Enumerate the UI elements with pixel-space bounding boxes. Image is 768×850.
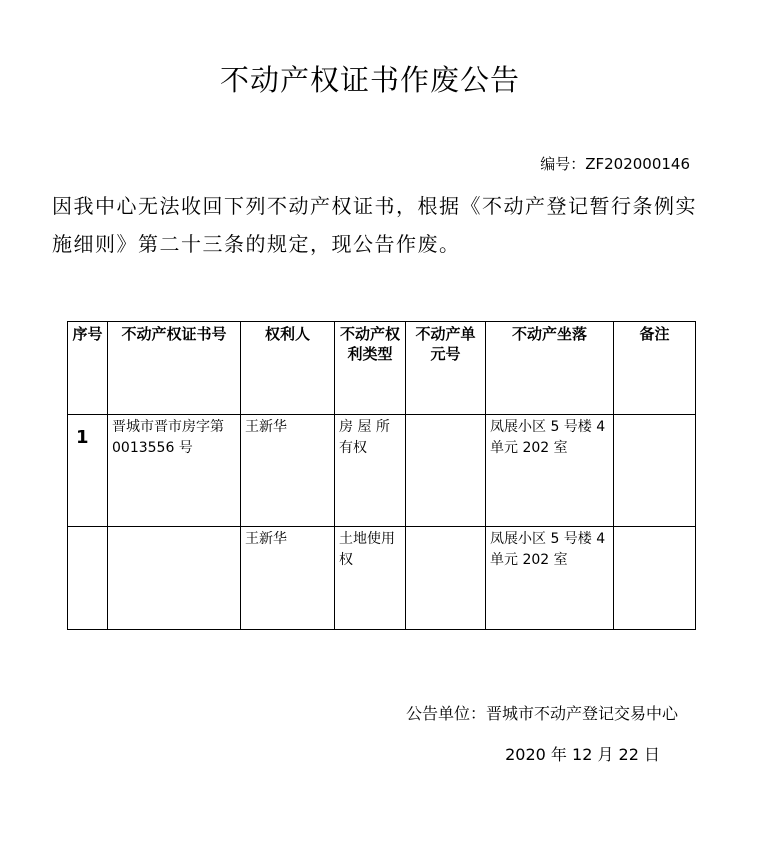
cell-location: 凤展小区 5 号楼 4 单元 202 室 (486, 527, 614, 630)
cell-owner: 王新华 (241, 415, 335, 527)
table-row (68, 415, 696, 527)
header-seq: 序号 (68, 322, 108, 415)
issuer-line: 公告单位：晋城市不动产登记交易中心 (405, 704, 678, 723)
cell-cert-no (108, 527, 241, 630)
header-cert-no: 不动产权证书号 (108, 322, 241, 415)
cell-location: 凤展小区 5 号楼 4 单元 202 室 (486, 415, 614, 527)
cell-unit-no (406, 527, 486, 630)
header-owner: 权利人 (241, 322, 335, 415)
cell-seq (68, 527, 108, 630)
cell-seq: 1 (68, 415, 108, 527)
cell-remark (614, 415, 696, 527)
header-right-type: 不动产权利类型 (335, 322, 406, 415)
table-row (68, 527, 696, 630)
notice-table (67, 321, 696, 630)
header-location: 不动产坐落 (486, 322, 614, 415)
cell-right-type: 房 屋 所有权 (335, 415, 406, 527)
header-unit-no: 不动产单元号 (406, 322, 486, 415)
document-title: 不动产权证书作废公告 (219, 63, 520, 97)
cell-cert-no: 晋城市晋市房字第 0013556 号 (108, 415, 241, 527)
cell-owner: 王新华 (241, 527, 335, 630)
cell-right-type: 土地使用权 (335, 527, 406, 630)
cell-remark (614, 527, 696, 630)
document-number: 编号：ZF202000146 (540, 155, 690, 173)
notice-date: 2020 年 12 月 22 日 (505, 745, 660, 764)
table-header-row (68, 322, 696, 415)
notice-body: 因我中心无法收回下列不动产权证书，根据《不动产登记暂行条例实施细则》第二十三条的规定，现公告作废。 (52, 194, 697, 256)
cell-unit-no (406, 415, 486, 527)
header-remark: 备注 (614, 322, 696, 415)
